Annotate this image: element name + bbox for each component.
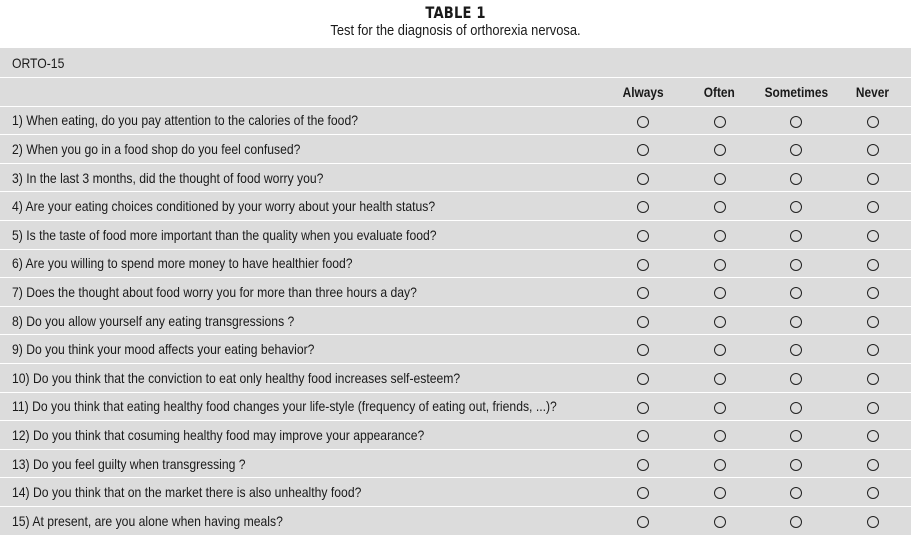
- answer-cell-often: [681, 456, 758, 472]
- header-row: [0, 77, 911, 106]
- answer-cell-always: [605, 284, 682, 300]
- section-row: [0, 48, 911, 77]
- answer-cell-sometimes: [758, 170, 835, 186]
- question-text: 2) When you go in a food shop do you feel confused?: [12, 140, 301, 157]
- answer-cell-always: [605, 456, 682, 472]
- answer-cell-always: [605, 398, 682, 414]
- answer-cell-always: [605, 170, 682, 186]
- answer-cell-often: [681, 227, 758, 243]
- radio-sometimes[interactable]: [790, 259, 802, 271]
- radio-always[interactable]: [637, 173, 649, 185]
- radio-often[interactable]: [714, 402, 726, 414]
- answer-cell-never: [834, 398, 911, 414]
- question-text: 8) Do you allow yourself any eating transgressions ?: [12, 312, 295, 329]
- answer-cell-always: [605, 112, 682, 128]
- radio-always[interactable]: [637, 459, 649, 471]
- radio-often[interactable]: [714, 373, 726, 385]
- question-text: 10) Do you think that the conviction to eat only healthy food increases self-esteem?: [12, 369, 461, 386]
- radio-often[interactable]: [714, 316, 726, 328]
- answer-cell-always: [605, 198, 682, 214]
- radio-often[interactable]: [714, 173, 726, 185]
- radio-always[interactable]: [637, 144, 649, 156]
- radio-sometimes[interactable]: [790, 402, 802, 414]
- radio-often[interactable]: [714, 459, 726, 471]
- table-row: [0, 220, 911, 249]
- radio-sometimes[interactable]: [790, 316, 802, 328]
- radio-never[interactable]: [867, 144, 879, 156]
- radio-sometimes[interactable]: [790, 116, 802, 128]
- answer-cell-always: [605, 255, 682, 271]
- answer-cell-never: [834, 284, 911, 300]
- radio-always[interactable]: [637, 259, 649, 271]
- answer-cell-sometimes: [758, 255, 835, 271]
- answer-cell-sometimes: [758, 284, 835, 300]
- question-text: 5) Is the taste of food more important than the quality when you evaluate food?: [12, 226, 437, 243]
- radio-never[interactable]: [867, 344, 879, 356]
- radio-always[interactable]: [637, 116, 649, 128]
- answer-cell-never: [834, 484, 911, 500]
- table-row: [0, 392, 911, 421]
- radio-sometimes[interactable]: [790, 516, 802, 528]
- answer-cell-never: [834, 513, 911, 529]
- question-text: 14) Do you think that on the market there is also unhealthy food?: [12, 484, 362, 501]
- answer-cell-often: [681, 198, 758, 214]
- answer-cell-always: [605, 341, 682, 357]
- table-row: [0, 163, 911, 192]
- answer-cell-often: [681, 112, 758, 128]
- radio-sometimes[interactable]: [790, 201, 802, 213]
- answer-cell-never: [834, 456, 911, 472]
- answer-cell-sometimes: [758, 398, 835, 414]
- question-text: 1) When eating, do you pay attention to the calories of the food?: [12, 112, 359, 129]
- answer-cell-always: [605, 313, 682, 329]
- radio-often[interactable]: [714, 516, 726, 528]
- answer-cell-often: [681, 484, 758, 500]
- radio-never[interactable]: [867, 116, 879, 128]
- answer-cell-always: [605, 427, 682, 443]
- question-text: 3) In the last 3 months, did the thought of food worry you?: [12, 169, 324, 186]
- answer-cell-always: [605, 227, 682, 243]
- answer-cell-sometimes: [758, 370, 835, 386]
- answer-cell-always: [605, 141, 682, 157]
- answer-cell-always: [605, 513, 682, 529]
- radio-always[interactable]: [637, 344, 649, 356]
- table-caption: [0, 0, 911, 48]
- radio-never[interactable]: [867, 430, 879, 442]
- radio-always[interactable]: [637, 201, 649, 213]
- answer-cell-often: [681, 141, 758, 157]
- radio-often[interactable]: [714, 287, 726, 299]
- answer-cell-always: [605, 370, 682, 386]
- orto-15-table: [0, 48, 911, 535]
- answer-cell-sometimes: [758, 456, 835, 472]
- table-row: [0, 249, 911, 278]
- radio-often[interactable]: [714, 430, 726, 442]
- table-row: [0, 191, 911, 220]
- radio-sometimes[interactable]: [790, 287, 802, 299]
- answer-cell-sometimes: [758, 198, 835, 214]
- answer-cell-often: [681, 427, 758, 443]
- question-text: 13) Do you feel guilty when transgressing ?: [12, 455, 246, 472]
- column-header-sometimes: Sometimes: [764, 83, 828, 100]
- answer-cell-always: [605, 484, 682, 500]
- radio-never[interactable]: [867, 373, 879, 385]
- table-row: [0, 420, 911, 449]
- answer-cell-often: [681, 341, 758, 357]
- radio-sometimes[interactable]: [790, 344, 802, 356]
- radio-sometimes[interactable]: [790, 373, 802, 385]
- table-row: [0, 363, 911, 392]
- table-row: [0, 134, 911, 163]
- radio-often[interactable]: [714, 487, 726, 499]
- radio-often[interactable]: [714, 144, 726, 156]
- radio-always[interactable]: [637, 316, 649, 328]
- answer-cell-sometimes: [758, 112, 835, 128]
- answer-cell-never: [834, 227, 911, 243]
- question-text: 9) Do you think your mood affects your eating behavior?: [12, 341, 315, 358]
- radio-sometimes[interactable]: [790, 230, 802, 242]
- radio-sometimes[interactable]: [790, 459, 802, 471]
- table-row: [0, 449, 911, 478]
- radio-always[interactable]: [637, 516, 649, 528]
- question-text: 12) Do you think that cosuming healthy food may improve your appearance?: [12, 426, 425, 443]
- answer-cell-often: [681, 398, 758, 414]
- question-text: 15) At present, are you alone when having meals?: [12, 512, 283, 529]
- radio-never[interactable]: [867, 230, 879, 242]
- table-row: [0, 506, 911, 535]
- answer-cell-sometimes: [758, 484, 835, 500]
- radio-often[interactable]: [714, 344, 726, 356]
- answer-cell-sometimes: [758, 227, 835, 243]
- answer-cell-often: [681, 370, 758, 386]
- answer-cell-often: [681, 255, 758, 271]
- radio-sometimes[interactable]: [790, 430, 802, 442]
- answer-cell-sometimes: [758, 141, 835, 157]
- answer-cell-sometimes: [758, 341, 835, 357]
- table-row: [0, 477, 911, 506]
- radio-sometimes[interactable]: [790, 487, 802, 499]
- radio-never[interactable]: [867, 316, 879, 328]
- answer-cell-often: [681, 170, 758, 186]
- radio-never[interactable]: [867, 259, 879, 271]
- radio-always[interactable]: [637, 402, 649, 414]
- answer-cell-never: [834, 198, 911, 214]
- radio-always[interactable]: [637, 487, 649, 499]
- column-header-often: Often: [704, 83, 736, 100]
- answer-cell-never: [834, 341, 911, 357]
- radio-never[interactable]: [867, 287, 879, 299]
- radio-often[interactable]: [714, 259, 726, 271]
- question-text: 4) Are your eating choices conditioned by your worry about your health status?: [12, 198, 436, 215]
- column-header-never: Never: [856, 83, 890, 100]
- radio-often[interactable]: [714, 201, 726, 213]
- answer-cell-never: [834, 427, 911, 443]
- radio-often[interactable]: [714, 116, 726, 128]
- answer-cell-often: [681, 284, 758, 300]
- question-text: 11) Do you think that eating healthy food changes your life-style (frequency of eating out, friends, ...)?: [12, 398, 557, 415]
- answer-cell-sometimes: [758, 313, 835, 329]
- radio-sometimes[interactable]: [790, 144, 802, 156]
- radio-always[interactable]: [637, 287, 649, 299]
- radio-always[interactable]: [637, 230, 649, 242]
- answer-cell-never: [834, 313, 911, 329]
- radio-never[interactable]: [867, 516, 879, 528]
- question-text: 6) Are you willing to spend more money to have healthier food?: [12, 255, 353, 272]
- answer-cell-often: [681, 513, 758, 529]
- radio-always[interactable]: [637, 430, 649, 442]
- table-row: [0, 106, 911, 135]
- radio-always[interactable]: [637, 373, 649, 385]
- answer-cell-never: [834, 141, 911, 157]
- question-text: 7) Does the thought about food worry you for more than three hours a day?: [12, 283, 417, 300]
- section-label: ORTO-15: [12, 54, 65, 71]
- answer-cell-often: [681, 313, 758, 329]
- radio-often[interactable]: [714, 230, 726, 242]
- table-subtitle: Test for the diagnosis of orthorexia nervosa.: [330, 22, 581, 39]
- answer-cell-sometimes: [758, 427, 835, 443]
- column-header-always: Always: [622, 83, 664, 100]
- answer-cell-never: [834, 170, 911, 186]
- answer-cell-never: [834, 370, 911, 386]
- table-title: TABLE 1: [425, 3, 486, 22]
- radio-sometimes[interactable]: [790, 173, 802, 185]
- answer-cell-never: [834, 255, 911, 271]
- answer-cell-never: [834, 112, 911, 128]
- radio-never[interactable]: [867, 201, 879, 213]
- radio-never[interactable]: [867, 487, 879, 499]
- radio-never[interactable]: [867, 173, 879, 185]
- table-row: [0, 306, 911, 335]
- answer-cell-sometimes: [758, 513, 835, 529]
- radio-never[interactable]: [867, 402, 879, 414]
- table-row: [0, 277, 911, 306]
- table-row: [0, 334, 911, 363]
- question-rows: [0, 106, 911, 535]
- radio-never[interactable]: [867, 459, 879, 471]
